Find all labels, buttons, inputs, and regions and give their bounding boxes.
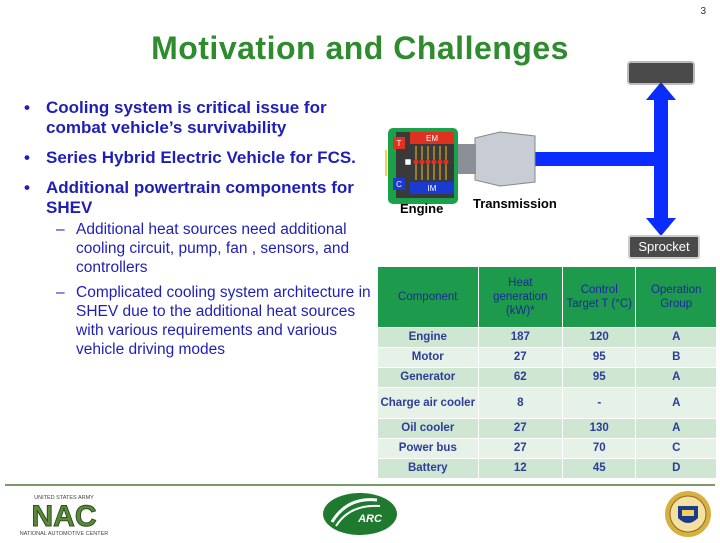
footer-divider — [5, 484, 715, 486]
cell-target: - — [563, 388, 636, 419]
cell-heat: 62 — [478, 368, 563, 388]
table-row — [378, 368, 717, 388]
transmission-housing — [475, 132, 535, 186]
cell-group: A — [636, 419, 717, 439]
cell-target: 70 — [563, 439, 636, 459]
slide-title: Motivation and Challenges — [151, 30, 569, 66]
table-row — [378, 419, 717, 439]
em-label: EM — [426, 134, 438, 143]
cell-target: 95 — [563, 348, 636, 368]
table-header-row — [378, 267, 717, 328]
sub-bullet-item: – Complicated cooling system architecture in SHEV due to the additional heat sources with various requirements and various vehicle driving modes — [22, 283, 380, 359]
table-row — [378, 459, 717, 479]
cell-component: Generator — [378, 368, 479, 388]
arc-text: ARC — [358, 513, 382, 525]
im-label: IM — [427, 184, 437, 193]
wheel-block — [628, 62, 694, 84]
cell-component: Power bus — [378, 439, 479, 459]
cell-component: Charge air cooler — [378, 388, 479, 419]
cell-group: A — [636, 388, 717, 419]
cell-target: 95 — [563, 368, 636, 388]
cell-group: C — [636, 439, 717, 459]
heat-source-table — [377, 266, 717, 479]
nac-top-text: UNITED STATES ARMY — [34, 495, 94, 501]
cell-heat: 27 — [478, 439, 563, 459]
engine-label: Engine — [400, 201, 444, 216]
powertrain-diagram — [360, 58, 720, 258]
table-row — [378, 348, 717, 368]
cell-heat: 27 — [478, 348, 563, 368]
cell-component: Battery — [378, 459, 479, 479]
nac-bottom-text: NATIONAL AUTOMOTIVE CENTER — [19, 531, 109, 537]
c-label: C — [396, 180, 402, 189]
column-header: Component — [378, 267, 479, 328]
cell-group: A — [636, 368, 717, 388]
table-row — [378, 328, 717, 348]
university-seal-icon — [664, 490, 712, 538]
bullet-list — [22, 98, 380, 363]
cell-heat: 12 — [478, 459, 563, 479]
cell-heat: 27 — [478, 419, 563, 439]
cell-group: B — [636, 348, 717, 368]
vertical-shaft — [654, 98, 668, 228]
cell-component: Oil cooler — [378, 419, 479, 439]
cell-target: 45 — [563, 459, 636, 479]
cell-group: D — [636, 459, 717, 479]
horizontal-shaft — [535, 152, 655, 166]
column-header: Control Target T (°C) — [563, 267, 636, 328]
cell-heat: 8 — [478, 388, 563, 419]
cell-target: 120 — [563, 328, 636, 348]
transmission-label: Transmission — [473, 196, 557, 211]
column-header: Heat generation (kW)* — [478, 267, 563, 328]
cell-component: Motor — [378, 348, 479, 368]
bullet-item: • Series Hybrid Electric Vehicle for FCS. — [22, 148, 380, 168]
table-row — [378, 439, 717, 459]
sub-bullet-item: – Additional heat sources need additional cooling circuit, pump, fan , sensors, and controllers — [22, 220, 380, 277]
arc-logo — [322, 492, 398, 536]
nac-logo — [8, 492, 120, 537]
transmission-flange — [458, 144, 476, 174]
nac-main-text: NAC — [31, 500, 97, 533]
table-row — [378, 388, 717, 419]
cell-group: A — [636, 328, 717, 348]
cell-target: 130 — [563, 419, 636, 439]
sprocket-label: Sprocket — [628, 235, 700, 259]
bullet-item: • Cooling system is critical issue for combat vehicle’s survivability — [22, 98, 380, 138]
t-label: T — [396, 139, 402, 148]
cell-heat: 187 — [478, 328, 563, 348]
cell-component: Engine — [378, 328, 479, 348]
bullet-item: • Additional powertrain components for SHEV — [22, 178, 380, 218]
column-header: Operation Group — [636, 267, 717, 328]
arrow-down-icon — [646, 218, 676, 236]
page-number: 3 — [700, 6, 706, 17]
powertrain-drawing — [360, 58, 720, 258]
